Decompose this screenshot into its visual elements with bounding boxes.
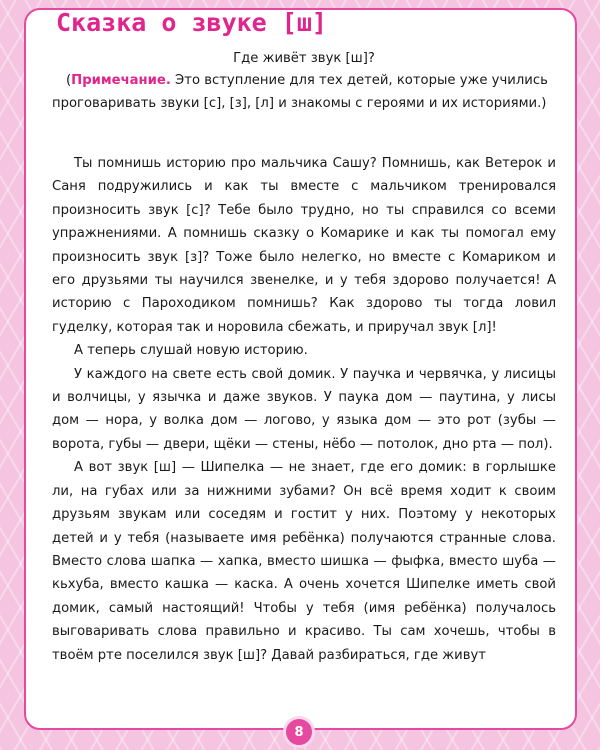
- question-line: Где живёт звук [ш]?: [233, 51, 375, 66]
- note-text: Это вступление для тех детей, которые уже учились проговаривать звуки [с], [з], [л] и знакомы с героями и их историями.): [52, 73, 548, 112]
- story-paragraph: У каждого на свете есть свой домик. У паучка и червячка, у лисицы и волчицы, у язычка и даже звуков. У паука дом — паутина, у лисы дом — нора, у волка дом — логово, у языка дом — это рот (зубы — ворота, губы — двери, щёки — стены, нёбо — потолок, дно рта — пол).: [52, 366, 556, 452]
- page-number-badge: 8: [283, 716, 315, 748]
- story-paragraph: А вот звук [ш] — Шипелка — не знает, где его домик: в горлышке ли, на губах или за нижними зубами? Он всё время ходит к своим друзьям звукам или соседям и гостит у них. Поэтому у некоторых детей и у тебя (называете имя ребёнка) получаются странные слова. Вместо слова шапка — хапка, вместо шишка — фыфка, вместо шуба — кьхуба, вместо кашка — каска. А очень хочется Шипелке иметь свой домик, самый настоящий! Чтобы у тебя (имя ребёнка) получалось выговаривать слова правильно и красиво. Ты сам хочешь, чтобы в твоём рте поселился звук [ш]? Давай разбираться, где живут: [52, 460, 556, 663]
- story-paragraph: А теперь слушай новую историю.: [74, 343, 308, 359]
- story-paragraph: Ты помнишь историю про мальчика Сашу? Помнишь, как Ветерок и Саня подружились и как ты вместе с мальчиком тренировался произносить звук [с]? Тебе было трудно, но ты справился со всеми упражнениями. А помнишь сказку о Комарике и как ты помогал ему произносить звук [з]? Тоже было нелегко, но вместе с Комариком и его друзьями ты научился звенелке, и у тебя здорово получается! А историю с Пароходиком помнишь? Как здорово ты тогда ловил гуделку, которая так и норовила сбежать, и приручал звук [л]!: [52, 156, 556, 335]
- note-open-paren: (: [66, 73, 72, 88]
- page-title: Сказка о звуке [ш]: [56, 8, 327, 37]
- note-label: Примечание.: [71, 73, 171, 88]
- story-body: [52, 152, 556, 667]
- note-paragraph: [52, 69, 556, 116]
